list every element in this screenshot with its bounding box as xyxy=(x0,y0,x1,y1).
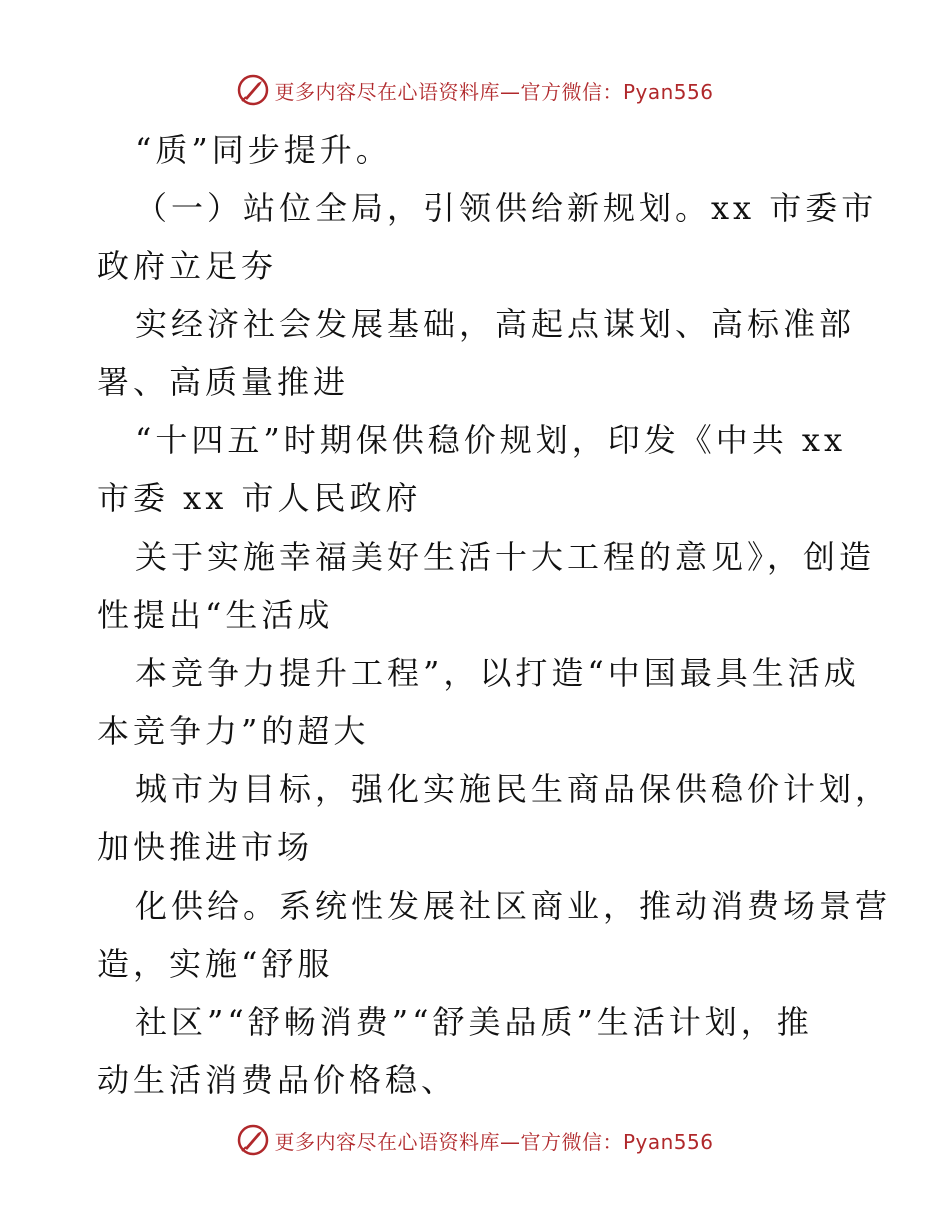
body-line: 城市为目标，强化实施民生商品保供稳价计划， xyxy=(135,770,892,808)
body-line: 本竞争力提升工程”，以打造“中国最具生活成 xyxy=(135,654,860,692)
body-line: “质”同步提升。 xyxy=(135,131,392,169)
body-line: 实经济社会发展基础，高起点谋划、高标准部 xyxy=(135,305,856,343)
body-line: 动生活消费品价格稳、 xyxy=(97,1061,458,1099)
body-line: 性提出“生活成 xyxy=(97,596,334,634)
footer-watermark xyxy=(0,1120,950,1160)
watermark-text: 更多内容尽在心语资料库—官方微信：Pyan556 xyxy=(274,79,714,104)
body-line: 署、高质量推进 xyxy=(97,363,350,401)
body-line: “十四五”时期保供稳价规划，印发《中共 xx xyxy=(135,421,846,459)
body-line: 本竞争力”的超大 xyxy=(97,712,370,750)
body-line: 市委 xx 市人民政府 xyxy=(97,479,422,517)
body-line: 化供给。系统性发展社区商业，推动消费场景营 xyxy=(135,887,892,925)
body-line: 造，实施“舒服 xyxy=(97,945,334,983)
pen-quill-logo-icon xyxy=(236,1123,270,1157)
body-line: 关于实施幸福美好生活十大工程的意见》，创造 xyxy=(135,538,876,576)
watermark-text: 更多内容尽在心语资料库—官方微信：Pyan556 xyxy=(274,1129,714,1154)
body-line: 政府立足夯 xyxy=(97,247,278,285)
body-line: 加快推进市场 xyxy=(97,828,314,866)
body-line: （一）站位全局，引领供给新规划。xx 市委市 xyxy=(135,189,878,227)
body-line: 社区”“舒畅消费”“舒美品质”生活计划，推 xyxy=(135,1003,813,1041)
